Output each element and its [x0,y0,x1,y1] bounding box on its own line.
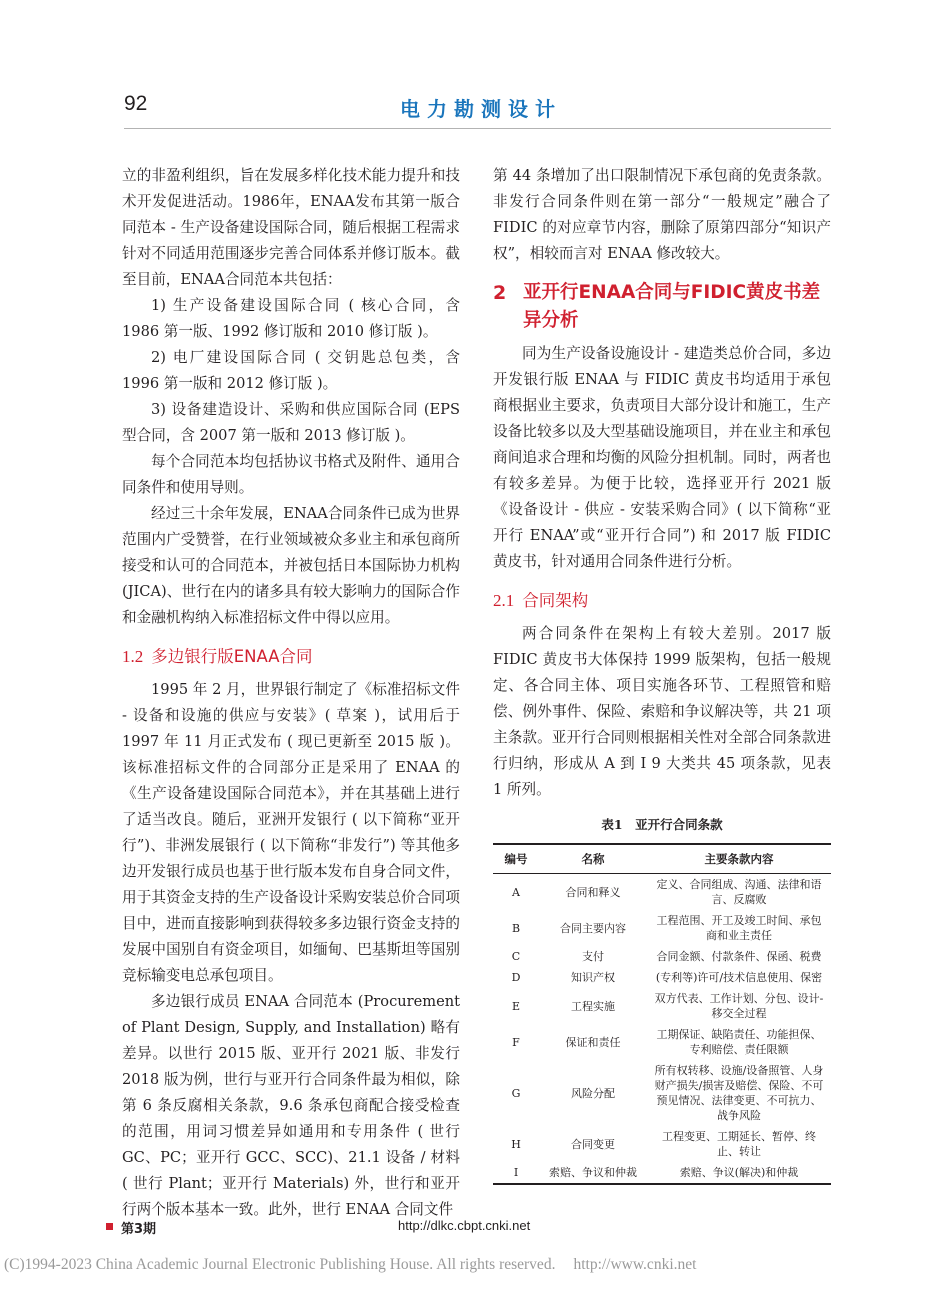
paragraph: 每个合同范本均包括协议书格式及附件、通用合同条件和使用导则。 [122,453,460,496]
left-column [122,163,460,1223]
cell-content: 所有权转移、设施/设备照管、人身财产损失/损害及赔偿、保险、不可预见情况、法律变更、不可抗力、战争风险 [654,1064,824,1122]
section-heading-1-2 [122,645,460,669]
cell-code: C [511,950,521,963]
table-row [493,946,831,967]
header-rule [124,128,831,129]
cell-name: 合同主要内容 [560,921,626,935]
table-row [493,874,831,911]
issue-number: 第3期 [121,1222,157,1237]
section-title: 亚开行ENAA合同与FIDIC黄皮书差异分析 [523,282,821,331]
cell-code: H [511,1137,521,1151]
section-heading-2-1 [493,589,831,613]
cell-name: 风险分配 [571,1086,615,1100]
cell-content: 定义、合同组成、沟通、法律和语言、反腐败 [656,878,822,906]
table-row [493,988,831,1024]
table-row [493,1024,831,1060]
right-column [493,163,831,1185]
table-row [493,1060,831,1126]
list-item: 1) 生产设备建设国际合同 ( 核心合同，含 1986 第一版、1992 修订版和 2010 修订版 )。 [122,297,460,340]
paragraph: 多边银行成员 ENAA 合同范本 (Procurement of Plant Design, Supply, and Installation) 略有差异。以世行 2015 版、亚开行 2021 版、非发行 2018 版为例，世行与亚开行合同条件最为相似，除第 6 条反腐相关条款，9.6 条承包商配合接受检查的范围，用词习惯差异如通用和专用条件 ( 世行 GC、PC；亚开行 GCC、SCC)、21.1 设备 / 材料 ( 世行 Plant；亚开行 Materials) 外，世行和亚开行两个版本基本一致。此外，世行 ENAA 合同文件 [122,993,460,1218]
table-row [493,967,831,988]
section-title: 合同架构 [522,591,589,610]
journal-name: 电力勘测设计 [400,97,562,121]
page-number: 92 [124,92,148,115]
section-number: 2.1 [493,591,515,610]
header-content: 主要条款内容 [647,844,831,874]
cell-content: 工程范围、开工及竣工时间、承包商和业主责任 [656,914,822,942]
cell-content: 合同金额、付款条件、保函、税费 [656,950,822,963]
paragraph: 立的非盈利组织，旨在发展多样化技术能力提升和技术开发促进活动。1986年，ENAA发布其第一版合同范本 - 生产设备建设国际合同，随后根据工程需求针对不同适用范围逐步完善合同体系并修订版本。截至目前，ENAA合同范本共包括： [122,167,460,288]
list-item: 2) 电厂建设国际合同 ( 交钥匙总包类，含 1996 第一版和 2012 修订版 )。 [122,349,460,392]
table-row [493,910,831,946]
cell-content: 索赔、争议(解决)和仲裁 [647,1162,831,1184]
copyright-text: (C)1994-2023 China Academic Journal Electronic Publishing House. All rights reserved. [4,1256,556,1273]
cell-name: 合同变更 [571,1137,615,1151]
table-row [493,1162,831,1184]
cell-code: E [511,999,521,1013]
cell-name: 合同和释义 [565,885,621,899]
cell-content: (专利等)许可/技术信息使用、保密 [655,971,823,984]
section-title: 多边银行版ENAA合同 [151,647,313,666]
journal-url-link[interactable]: http://dlkc.cbpt.cnki.net [398,1218,531,1233]
copyright-line [4,1256,696,1274]
section-number: 1.2 [122,647,144,666]
cnki-url-link[interactable]: http://www.cnki.net [573,1256,697,1273]
contract-clauses-table [493,843,831,1185]
cell-name: 索赔、争议和仲裁 [539,1162,647,1184]
cell-code: F [512,1035,520,1049]
cell-content: 双方代表、工作计划、分包、设计-移交全过程 [654,992,824,1020]
table-row [493,1126,831,1162]
cell-name: 工程实施 [571,999,615,1013]
table-title: 表1 亚开行合同条款 [601,817,723,832]
cell-code: I [493,1162,539,1184]
section-heading-2 [493,279,831,335]
cell-code: B [511,921,521,935]
header-code: 编号 [493,844,539,874]
paragraph: 1995 年 2 月，世界银行制定了《标准招标文件 - 设备和设施的供应与安装》( 草案 )，试用后于 1997 年 11 月正式发布 ( 现已更新至 2015 版 )。该标准招标文件的合同部分正是采用了 ENAA 的《生产设备建设国际合同范本》，并在其基础上进行了适当改良。随后，亚洲开发银行 ( 以下简称“亚开行”)、非洲发展银行 ( 以下简称“非发行”) 等其他多边开发银行成员也基于世行版本发布自身合同文件，用于其资金支持的生产设备设计采购安装总价合同项目中，进而直接影响到获得较多多边银行资金支持的发展中国别自有资金项目，如缅甸、巴基斯坦等国别竞标输变电总承包项目。 [122,681,460,984]
cell-code: G [511,1086,521,1100]
cell-name: 知识产权 [571,971,615,984]
footer-bullet-icon [106,1223,113,1230]
paragraph: 两合同条件在架构上有较大差别。2017 版 FIDIC 黄皮书大体保持 1999 版架构，包括一般规定、各合同主体、项目实施各环节、工程照管和赔偿、例外事件、保险、索赔和争议解决等，共 21 项主条款。亚开行合同则根据相关性对全部合同条款进行归纳，形成从 A 到 I 9 大类共 45 项条款，见表 1 所列。 [493,625,831,798]
header-name: 名称 [539,844,647,874]
cell-content: 工程变更、工期延长、暂停、终止、转让 [662,1130,816,1158]
cell-name: 保证和责任 [565,1035,621,1049]
table-header-row [493,844,831,874]
cell-name: 支付 [582,950,604,963]
cell-content: 工期保证、缺陷责任、功能担保、专利赔偿、责任限额 [656,1028,822,1056]
section-number: 2 [493,282,507,304]
cell-code: D [511,971,521,984]
paragraph: 第 44 条增加了出口限制情况下承包商的免责条款。非发行合同条件则在第一部分“一般规定”融合了 FIDIC 的对应章节内容，删除了原第四部分“知识产权”，相较而言对 ENAA 修改较大。 [493,167,831,262]
cell-code: A [512,885,520,899]
paragraph: 同为生产设备设施设计 - 建造类总价合同，多边开发银行版 ENAA 与 FIDIC 黄皮书均适用于承包商根据业主要求，负责项目大部分设计和施工，生产设备比较多以及大型基础设施项目，并在业主和承包商间追求合理和均衡的风险分担机制。同时，两者也有较多差异。为便于比较，选择亚开行 2021 版《设备设计 - 供应 - 安装采购合同》( 以下简称“亚开行 ENAA”或“亚开行合同”) 和 2017 版 FIDIC 黄皮书，针对通用合同条件进行分析。 [493,345,831,570]
paragraph: 经过三十余年发展，ENAA合同条件已成为世界范围内广受赞誉，在行业领域被众多业主和承包商所接受和认可的合同范本，并被包括日本国际协力机构 (JICA)、世行在内的诸多具有较大影响力的国际合作和金融机构纳入标准招标文件中得以应用。 [122,505,460,626]
list-item: 3) 设备建造设计、采购和供应国际合同 (EPS 型合同，含 2007 第一版和 2013 修订版 )。 [122,401,460,444]
